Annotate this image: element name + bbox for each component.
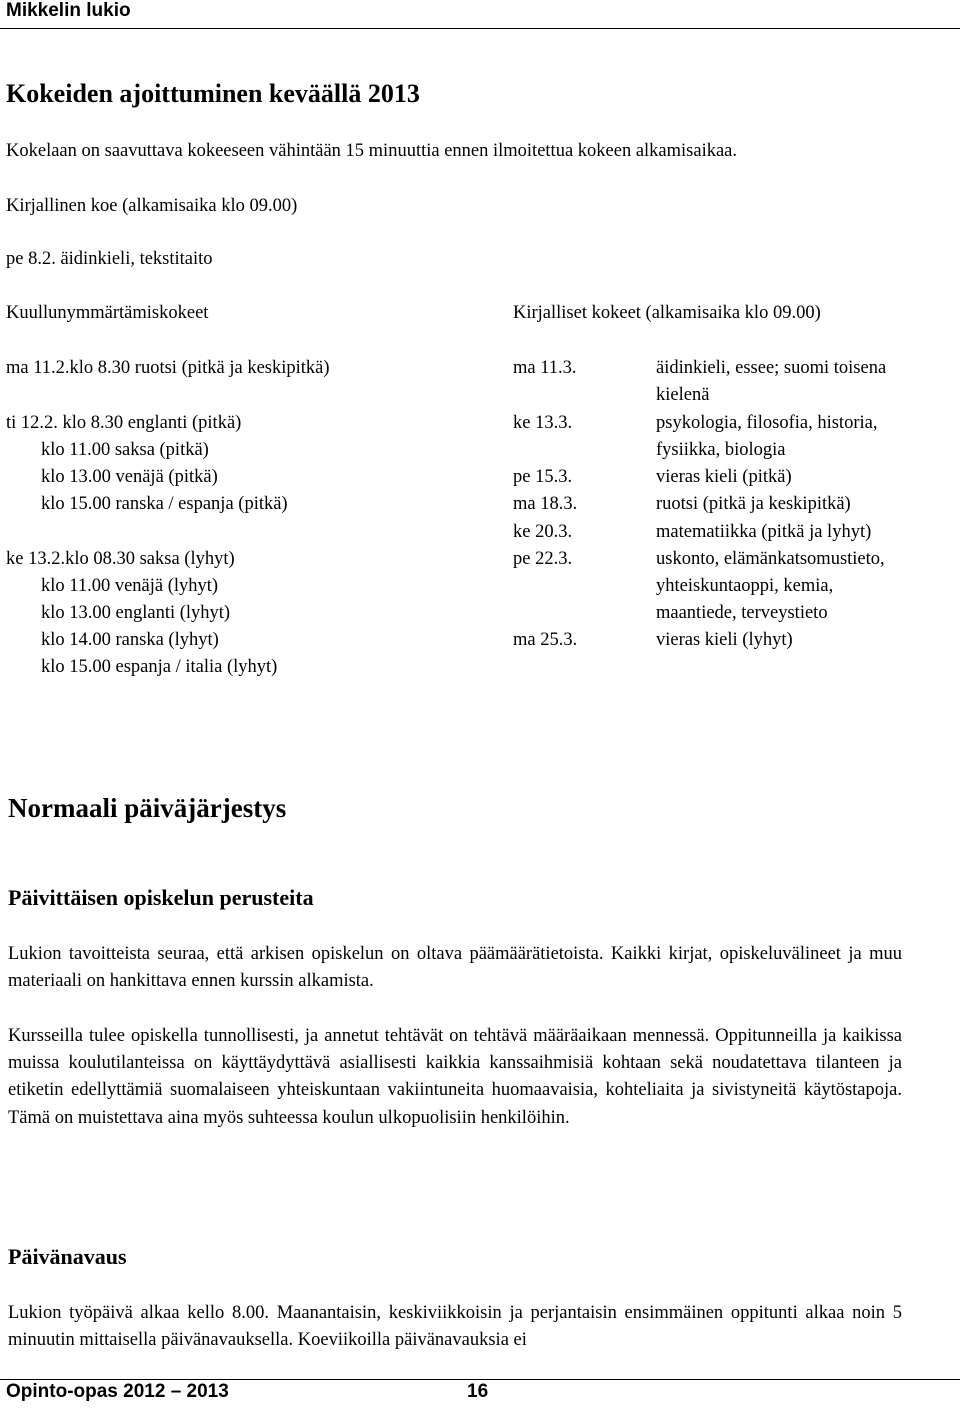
written-subject: uskonto, elämänkatsomustieto,	[656, 549, 885, 569]
written-subject: kielenä	[656, 385, 710, 405]
exams-notice: Kokelaan on saavuttava kokeeseen vähintään 15 minuuttia ennen ilmoitettua kokeen alkamisaikaa.	[6, 141, 738, 161]
written-subject: matematiikka (pitkä ja lyhyt)	[656, 522, 872, 542]
daily-title: Normaali päiväjärjestys	[8, 793, 287, 823]
listening-line: klo 15.00 ranska / espanja (pitkä)	[41, 494, 288, 514]
written-subject: ruotsi (pitkä ja keskipitkä)	[656, 494, 851, 514]
study-title: Päivittäisen opiskelun perusteita	[8, 885, 314, 910]
listening-line: klo 13.00 englanti (lyhyt)	[41, 603, 231, 623]
written-subject: psykologia, filosofia, historia,	[656, 413, 878, 433]
study-paragraph-1: Lukion tavoitteista seuraa, että arkisen opiskelun on oltava päämäärätietoista. Kaikki kirjat, opiskeluvälineet ja muu materiaali on hankittava ennen kurssin alkamista.	[8, 944, 902, 992]
listening-header: Kuullunymmärtämiskokeet	[6, 303, 209, 323]
written-date: ma 25.3.	[513, 630, 578, 650]
opening-title: Päivänavaus	[8, 1244, 127, 1269]
listening-line: klo 13.00 venäjä (pitkä)	[41, 467, 218, 487]
listening-line: ti 12.2. klo 8.30 englanti (pitkä)	[6, 413, 242, 433]
listening-line: klo 15.00 espanja / italia (lyhyt)	[41, 657, 278, 677]
listening-line: klo 11.00 saksa (pitkä)	[41, 440, 209, 460]
opening-paragraph: Lukion työpäivä alkaa kello 8.00. Maanantaisin, keskiviikkoisin ja perjantaisin ensimmäinen oppitunti alkaa noin 5 minuutin mittaisella päivänavauksella. Koeviikoilla päivänavauksia ei	[8, 1303, 902, 1351]
written-date: ma 18.3.	[513, 494, 578, 514]
header-rule	[0, 28, 960, 29]
written-subject: fysiikka, biologia	[656, 440, 786, 460]
listening-line: klo 11.00 venäjä (lyhyt)	[41, 576, 219, 596]
footer-guide: Opinto-opas 2012 – 2013	[6, 1381, 229, 1402]
page-number: 16	[467, 1381, 489, 1402]
written-date: pe 15.3.	[513, 467, 573, 487]
written-date: ma 11.3.	[513, 358, 577, 378]
written-subject: vieras kieli (pitkä)	[656, 467, 792, 487]
footer-rule	[0, 1379, 960, 1380]
written-date: ke 20.3.	[513, 522, 573, 542]
written-date: pe 22.3.	[513, 549, 573, 569]
listening-line: klo 14.00 ranska (lyhyt)	[41, 630, 219, 650]
written-start: Kirjallinen koe (alkamisaika klo 09.00)	[6, 196, 298, 216]
exams-title: Kokeiden ajoittuminen keväällä 2013	[6, 79, 420, 108]
written-subject: vieras kieli (lyhyt)	[656, 630, 793, 650]
written-date: ke 13.3.	[513, 413, 573, 433]
written-subject: yhteiskuntaoppi, kemia,	[656, 576, 834, 596]
listening-line: ke 13.2.klo 08.30 saksa (lyhyt)	[6, 549, 235, 569]
listening-line: ma 11.2.klo 8.30 ruotsi (pitkä ja keskipitkä)	[6, 358, 330, 378]
first-exam: pe 8.2. äidinkieli, tekstitaito	[6, 249, 213, 269]
written-header: Kirjalliset kokeet (alkamisaika klo 09.00)	[513, 303, 821, 323]
school-name: Mikkelin lukio	[6, 0, 131, 21]
study-paragraph-2: Kursseilla tulee opiskella tunnollisesti, ja annetut tehtävät on tehtävä määräaikaan mennessä. Oppitunneilla ja kaikissa muissa koulutilanteissa on käyttäydyttävä asiallisesti kaikkia kanssaihmisiä kohtaan sekä noudatettava tilanteen ja etiketin edellyttämiä suomalaiseen yhteiskuntaan vakiintuneita huomaavaisia, kohteliaita ja sivistyneitä käytöstapoja. Tämä on muistettava aina myös suhteessa koulun ulkopuolisiin henkilöihin.	[8, 1026, 902, 1128]
written-subject: äidinkieli, essee; suomi toisena	[656, 358, 887, 378]
written-subject: maantiede, terveystieto	[656, 603, 828, 623]
